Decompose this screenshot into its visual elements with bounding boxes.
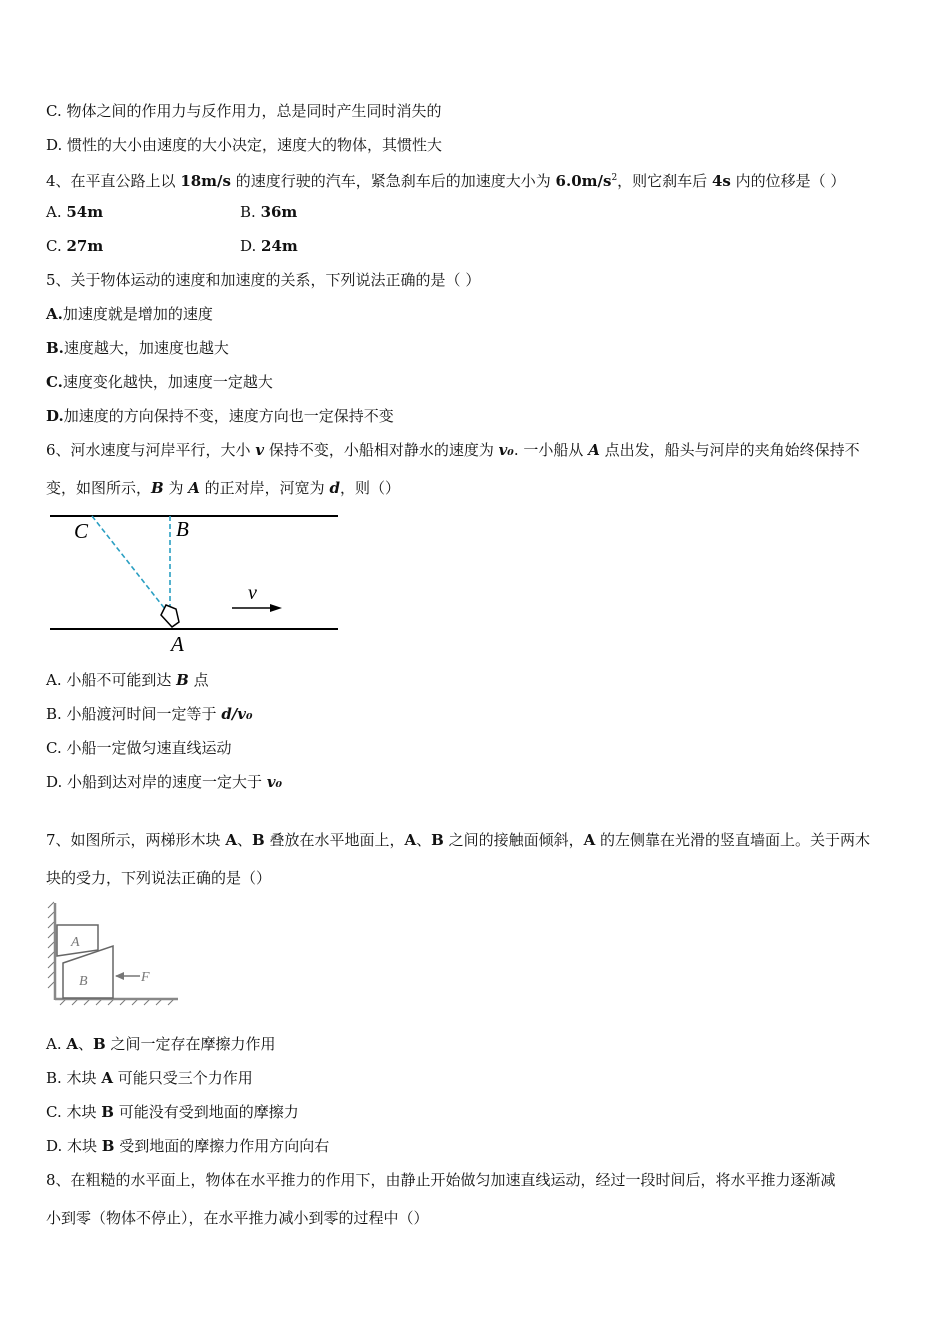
q5-stem: 5、关于物体运动的速度和加速度的关系，下列说法正确的是（ ） bbox=[46, 271, 481, 289]
q7-stem-line2: 块的受力，下列说法正确的是（） bbox=[46, 869, 272, 887]
q4-option-c: C. 27m bbox=[46, 237, 104, 255]
q6-option-c: C. 小船一定做匀速直线运动 bbox=[46, 739, 232, 757]
boat-icon bbox=[161, 605, 179, 627]
river-boat-figure bbox=[40, 505, 350, 660]
q7-option-d: D. 木块 B 受到地面的摩擦力作用方向向右 bbox=[46, 1137, 330, 1155]
force-label: F bbox=[141, 970, 150, 985]
q8-stem-line2: 小到零（物体不停止），在水平推力减小到零的过程中（） bbox=[46, 1209, 429, 1227]
q7-stem-line1: 7、如图所示，两梯形木块 A、B 叠放在水平地面上，A、B 之间的接触面倾斜，A 的左侧靠在光滑的竖直墙面上。关于两木 bbox=[46, 831, 870, 849]
velocity-arrow-head-icon bbox=[270, 604, 282, 612]
q7-option-a: A. A、B 之间一定存在摩擦力作用 bbox=[46, 1035, 276, 1053]
q4-option-d: D. 24m bbox=[240, 237, 298, 255]
label-c: C bbox=[74, 519, 89, 543]
q4-option-a: A. 54m bbox=[46, 203, 104, 221]
q8-stem-line1: 8、在粗糙的水平面上，物体在水平推力的作用下，由静止开始做匀加速直线运动，经过一段时间后，将水平推力逐渐减 bbox=[46, 1171, 836, 1189]
q5-option-b: B.速度越大，加速度也越大 bbox=[46, 339, 229, 357]
label-v: v bbox=[248, 582, 257, 604]
block-b-label: B bbox=[79, 974, 88, 989]
q6-stem-line1: 6、河水速度与河岸平行，大小 v 保持不变，小船相对静水的速度为 v₀. 一小船从 A 点出发，船头与河岸的夹角始终保持不 bbox=[46, 441, 860, 459]
block-a-label: A bbox=[71, 935, 80, 950]
force-arrow-head-icon bbox=[115, 972, 124, 980]
label-b: B bbox=[176, 517, 189, 541]
label-a: A bbox=[171, 632, 184, 656]
q6-option-a: A. 小船不可能到达 B 点 bbox=[46, 671, 209, 689]
q4-option-b: B. 36m bbox=[240, 203, 298, 221]
q3-option-d: D. 惯性的大小由速度的大小决定，速度大的物体，其惯性大 bbox=[46, 136, 443, 154]
q6-stem-line2: 变，如图所示，B 为 A 的正对岸，河宽为 d，则（） bbox=[46, 479, 400, 497]
q5-option-a: A.加速度就是增加的速度 bbox=[46, 305, 213, 323]
q5-option-d: D.加速度的方向保持不变，速度方向也一定保持不变 bbox=[46, 407, 394, 425]
q7-option-b: B. 木块 A 可能只受三个力作用 bbox=[46, 1069, 253, 1087]
blocks-figure bbox=[40, 898, 185, 1008]
q7-option-c: C. 木块 B 可能没有受到地面的摩擦力 bbox=[46, 1103, 299, 1121]
q4-stem: 4、在平直公路上以 18m/s 的速度行驶的汽车，紧急刹车后的加速度大小为 $6.0m/s^2$，则它刹车后 4s 内的位移是（ ） bbox=[46, 172, 846, 190]
path-to-c bbox=[92, 516, 165, 609]
q3-option-c: C. 物体之间的作用力与反作用力，总是同时产生同时消失的 bbox=[46, 102, 442, 120]
q6-option-b: B. 小船渡河时间一定等于 d/v₀ bbox=[46, 705, 253, 723]
wall-hatch bbox=[48, 902, 54, 988]
q6-option-d: D. 小船到达对岸的速度一定大于 v₀ bbox=[46, 773, 283, 791]
q5-option-c: C.速度变化越快，加速度一定越大 bbox=[46, 373, 273, 391]
